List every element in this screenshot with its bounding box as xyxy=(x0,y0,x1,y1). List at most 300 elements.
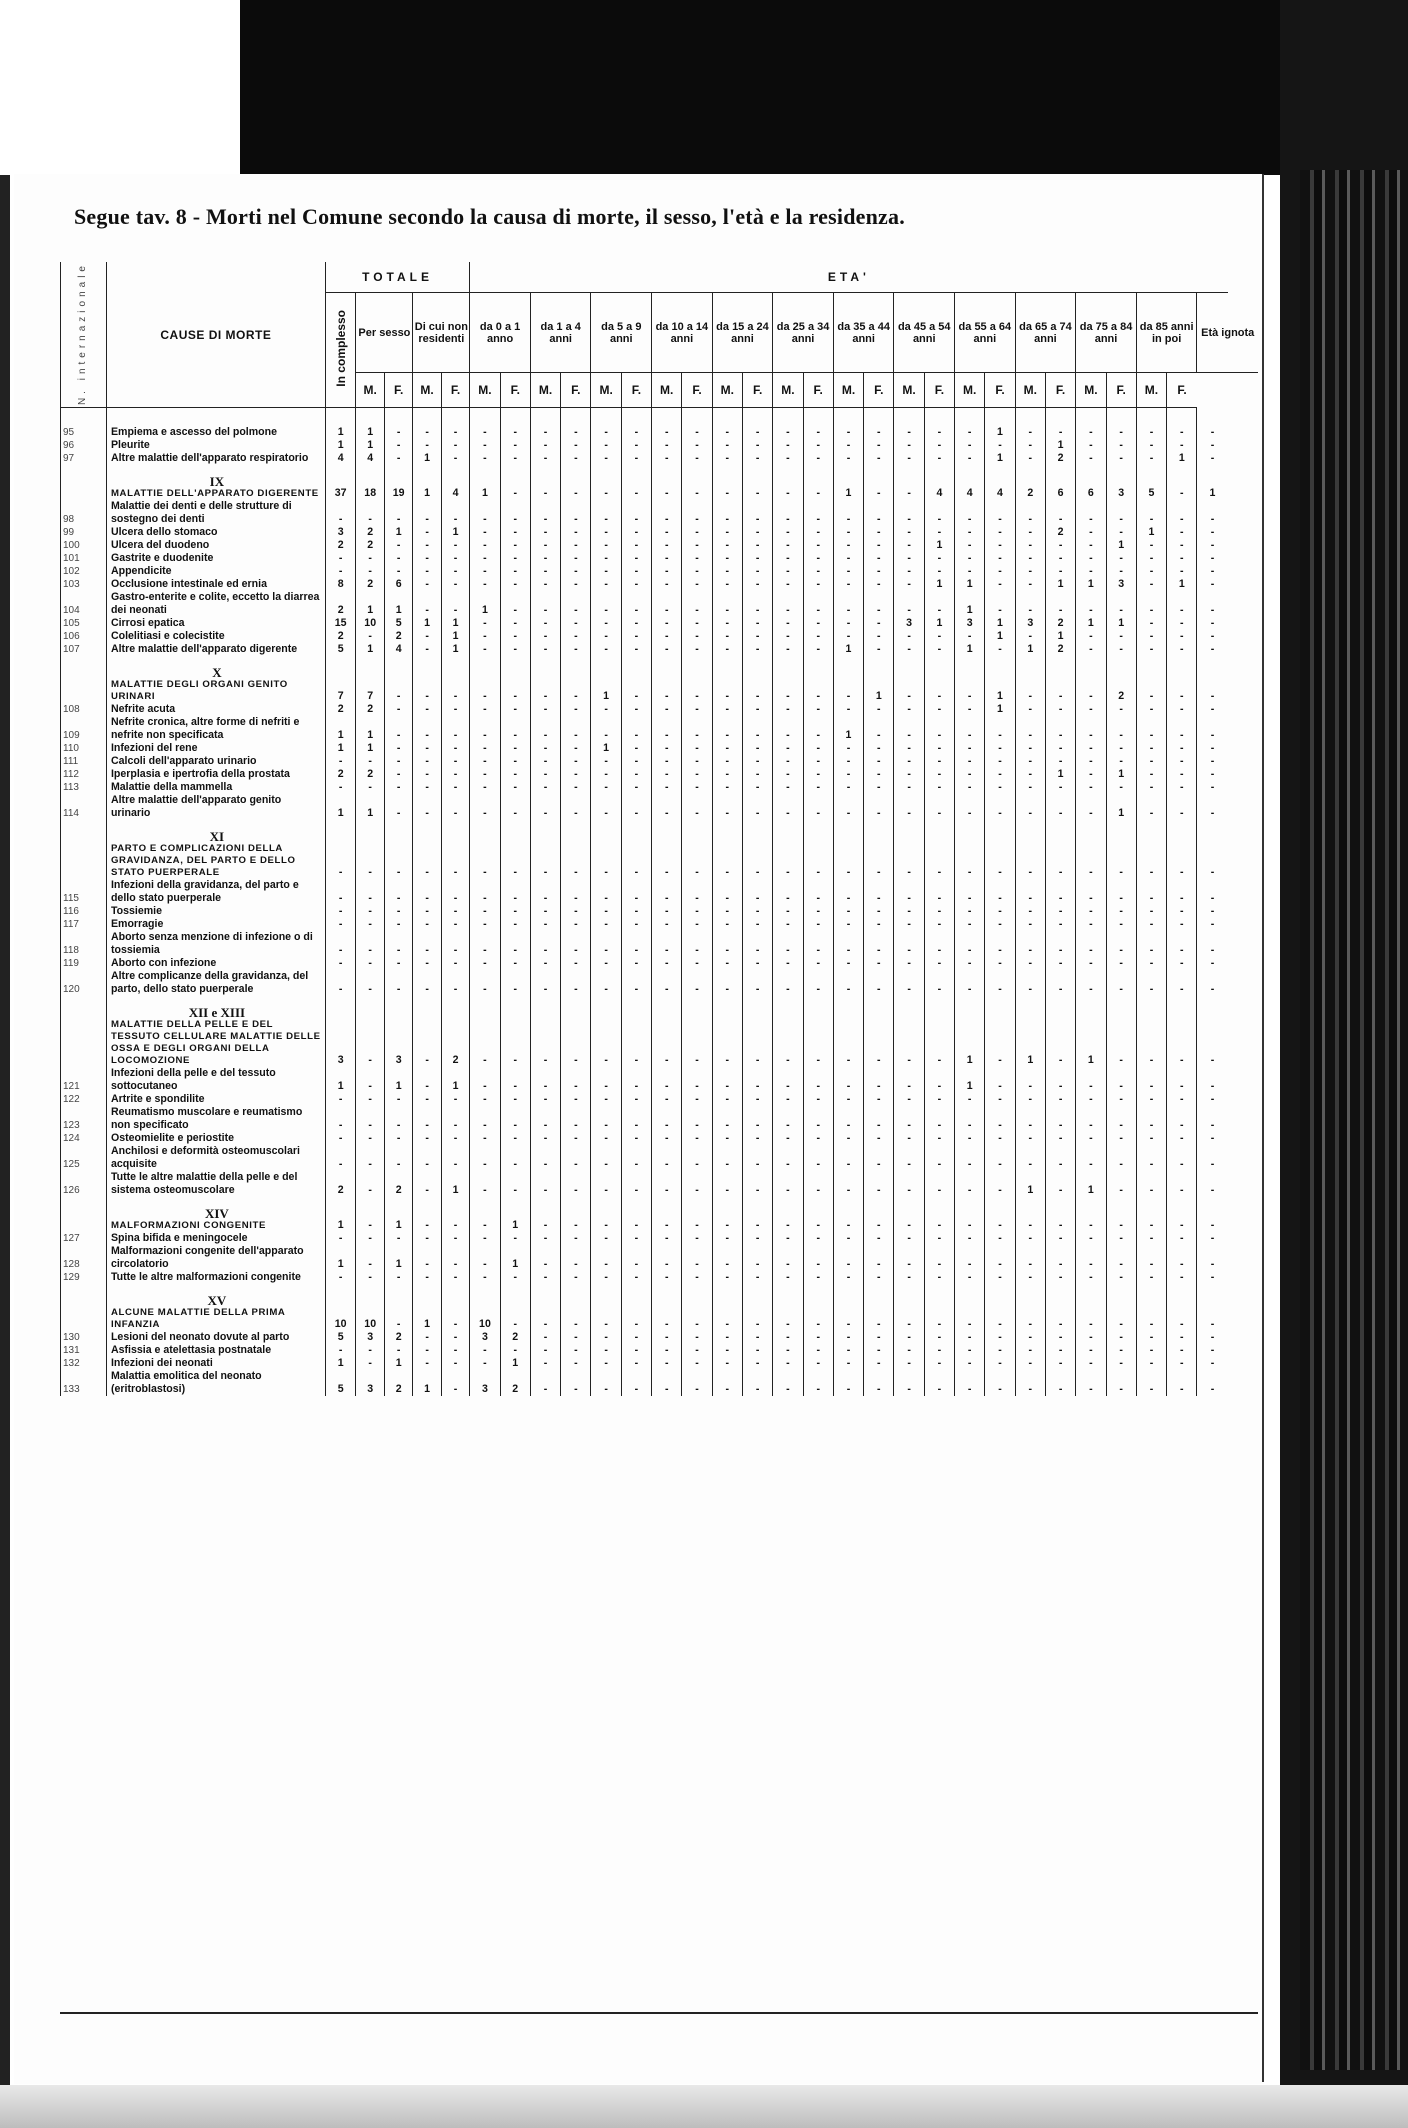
value-cell: - xyxy=(652,526,682,539)
value-cell: 2 xyxy=(441,996,469,1067)
value-cell: - xyxy=(894,918,924,931)
value-cell: - xyxy=(1076,755,1106,768)
value-cell: - xyxy=(652,1232,682,1245)
value-cell: - xyxy=(985,970,1015,996)
value-cell: - xyxy=(470,1132,500,1145)
value-cell: - xyxy=(924,781,954,794)
cause-name: Artrite e spondilite xyxy=(106,1093,325,1106)
value-cell: - xyxy=(441,552,469,565)
value-cell: - xyxy=(742,703,772,716)
row-number: 109 xyxy=(61,716,107,742)
header-female: F. xyxy=(742,373,772,408)
value-cell: - xyxy=(530,526,560,539)
table-row xyxy=(61,905,1259,918)
value-cell: - xyxy=(1106,970,1136,996)
value-cell: - xyxy=(500,931,530,957)
header-male: M. xyxy=(470,373,500,408)
value-cell: - xyxy=(621,408,651,440)
value-cell: 2 xyxy=(500,1370,530,1396)
value-cell: - xyxy=(1136,716,1166,742)
value-cell: - xyxy=(894,794,924,820)
value-cell: - xyxy=(1015,1145,1045,1171)
value-cell: - xyxy=(325,879,356,905)
value-cell: - xyxy=(1015,957,1045,970)
value-cell: - xyxy=(682,539,712,552)
value-cell: 1 xyxy=(1106,768,1136,781)
value-cell: - xyxy=(773,656,803,703)
value-cell: - xyxy=(591,918,621,931)
value-cell: - xyxy=(682,552,712,565)
value-cell: - xyxy=(833,931,863,957)
value-cell: - xyxy=(470,452,500,465)
value-cell: - xyxy=(864,781,894,794)
value-cell: - xyxy=(470,656,500,703)
value-cell: - xyxy=(530,1145,560,1171)
value-cell: - xyxy=(985,742,1015,755)
value-cell: - xyxy=(712,1284,742,1331)
value-cell: - xyxy=(500,1271,530,1284)
value-cell: - xyxy=(1136,643,1166,656)
cause-name: Appendicite xyxy=(106,565,325,578)
value-cell: - xyxy=(441,1245,469,1271)
cause-name: Altre malattie dell'apparato digerente xyxy=(106,643,325,656)
row-number: 111 xyxy=(61,755,107,768)
value-cell: - xyxy=(803,1145,833,1171)
value-cell: - xyxy=(955,452,985,465)
row-number: 105 xyxy=(61,617,107,630)
value-cell: - xyxy=(652,1132,682,1145)
value-cell: - xyxy=(712,781,742,794)
value-cell: - xyxy=(652,742,682,755)
value-cell: - xyxy=(1015,500,1045,526)
row-number: 126 xyxy=(61,1171,107,1197)
value-cell: - xyxy=(742,931,772,957)
value-cell: - xyxy=(500,1093,530,1106)
row-number: 118 xyxy=(61,931,107,957)
header-male: M. xyxy=(530,373,560,408)
value-cell: - xyxy=(384,1093,412,1106)
value-cell: - xyxy=(864,1357,894,1370)
value-cell: 1 xyxy=(325,1245,356,1271)
value-cell: - xyxy=(803,643,833,656)
value-cell: - xyxy=(530,703,560,716)
row-number: 113 xyxy=(61,781,107,794)
value-cell: 1 xyxy=(591,742,621,755)
row-number xyxy=(61,465,107,500)
value-cell: - xyxy=(500,1344,530,1357)
value-cell: - xyxy=(530,1284,560,1331)
cause-name: Nefrite cronica, altre forme di nefriti e nefrite non specificata xyxy=(106,716,325,742)
value-cell: - xyxy=(924,408,954,440)
value-cell: - xyxy=(864,1331,894,1344)
row-number: 98 xyxy=(61,500,107,526)
value-cell: - xyxy=(1015,768,1045,781)
value-cell: - xyxy=(924,1106,954,1132)
value-cell: - xyxy=(652,918,682,931)
value-cell: - xyxy=(955,794,985,820)
value-cell: 2 xyxy=(356,703,384,716)
value-cell: - xyxy=(864,1197,894,1232)
value-cell: - xyxy=(833,970,863,996)
value-cell: - xyxy=(621,630,651,643)
value-cell: - xyxy=(682,408,712,440)
value-cell: - xyxy=(894,1145,924,1171)
value-cell: - xyxy=(712,617,742,630)
value-cell: - xyxy=(1167,742,1197,755)
value-cell: - xyxy=(1197,957,1228,970)
value-cell: - xyxy=(356,552,384,565)
value-cell: - xyxy=(924,918,954,931)
value-cell: - xyxy=(500,768,530,781)
value-cell: - xyxy=(356,1067,384,1093)
row-number: 102 xyxy=(61,565,107,578)
value-cell: - xyxy=(864,1245,894,1271)
value-cell: - xyxy=(1167,1232,1197,1245)
value-cell: - xyxy=(1106,1093,1136,1106)
value-cell: - xyxy=(742,781,772,794)
value-cell: - xyxy=(924,1370,954,1396)
value-cell: - xyxy=(742,539,772,552)
value-cell: - xyxy=(1136,703,1166,716)
value-cell: - xyxy=(652,500,682,526)
value-cell: - xyxy=(1197,1106,1228,1132)
value-cell: - xyxy=(803,1331,833,1344)
value-cell: - xyxy=(1197,617,1228,630)
value-cell: - xyxy=(773,1106,803,1132)
value-cell: 2 xyxy=(356,768,384,781)
value-cell: - xyxy=(1167,565,1197,578)
value-cell: - xyxy=(985,1197,1015,1232)
section-heading xyxy=(106,465,325,500)
value-cell: - xyxy=(470,794,500,820)
value-cell: - xyxy=(591,1357,621,1370)
value-cell: - xyxy=(591,1331,621,1344)
value-cell: - xyxy=(384,656,412,703)
table-row xyxy=(61,565,1259,578)
value-cell: 3 xyxy=(955,617,985,630)
value-cell: - xyxy=(1076,742,1106,755)
value-cell: - xyxy=(894,1132,924,1145)
value-cell: - xyxy=(894,970,924,996)
value-cell: - xyxy=(530,1106,560,1132)
value-cell: - xyxy=(1106,1197,1136,1232)
value-cell: - xyxy=(384,1271,412,1284)
value-cell: - xyxy=(1167,408,1197,440)
value-cell: 1 xyxy=(1015,996,1045,1067)
value-cell: - xyxy=(652,452,682,465)
value-cell: - xyxy=(833,755,863,768)
value-cell: - xyxy=(561,552,591,565)
cause-name: Tutte le altre malformazioni congenite xyxy=(106,1271,325,1284)
value-cell: - xyxy=(1015,1284,1045,1331)
value-cell: - xyxy=(924,591,954,617)
value-cell: - xyxy=(591,1093,621,1106)
value-cell: - xyxy=(924,1344,954,1357)
value-cell: - xyxy=(530,578,560,591)
value-cell: - xyxy=(530,1093,560,1106)
table-row xyxy=(61,781,1259,794)
value-cell: - xyxy=(712,820,742,879)
value-cell: - xyxy=(470,755,500,768)
value-cell: - xyxy=(833,578,863,591)
table-row xyxy=(61,1171,1259,1197)
value-cell: - xyxy=(1197,656,1228,703)
cause-name: Iperplasia e ipertrofia della prostata xyxy=(106,768,325,781)
value-cell: - xyxy=(591,820,621,879)
value-cell: - xyxy=(356,1232,384,1245)
table-row xyxy=(61,1093,1259,1106)
value-cell: - xyxy=(894,1067,924,1093)
value-cell: - xyxy=(985,1344,1015,1357)
value-cell: 1 xyxy=(1167,452,1197,465)
section-heading xyxy=(106,996,325,1067)
value-cell: - xyxy=(413,1232,441,1245)
value-cell: - xyxy=(441,452,469,465)
value-cell: - xyxy=(712,794,742,820)
value-cell: 2 xyxy=(356,578,384,591)
value-cell: - xyxy=(803,918,833,931)
value-cell: - xyxy=(1136,617,1166,630)
value-cell: - xyxy=(1167,820,1197,879)
row-number: 96 xyxy=(61,439,107,452)
value-cell: - xyxy=(833,957,863,970)
value-cell: 1 xyxy=(356,643,384,656)
cause-name: Tossiemie xyxy=(106,905,325,918)
value-cell: - xyxy=(803,591,833,617)
value-cell: - xyxy=(682,970,712,996)
value-cell: - xyxy=(924,630,954,643)
value-cell: - xyxy=(413,703,441,716)
value-cell: - xyxy=(413,591,441,617)
value-cell: - xyxy=(773,465,803,500)
value-cell: - xyxy=(985,918,1015,931)
value-cell: - xyxy=(1106,1271,1136,1284)
value-cell: - xyxy=(561,1067,591,1093)
value-cell: - xyxy=(530,630,560,643)
value-cell: - xyxy=(1076,957,1106,970)
value-cell: - xyxy=(955,500,985,526)
value-cell: - xyxy=(1045,1357,1075,1370)
value-cell: - xyxy=(561,755,591,768)
value-cell: - xyxy=(894,630,924,643)
value-cell: - xyxy=(864,931,894,957)
value-cell: - xyxy=(712,1093,742,1106)
value-cell: - xyxy=(803,539,833,552)
value-cell: - xyxy=(530,1171,560,1197)
value-cell: - xyxy=(530,617,560,630)
value-cell: - xyxy=(864,591,894,617)
value-cell: - xyxy=(500,794,530,820)
value-cell: - xyxy=(325,1132,356,1145)
value-cell: 1 xyxy=(1045,768,1075,781)
value-cell: - xyxy=(712,578,742,591)
value-cell: - xyxy=(1076,716,1106,742)
value-cell: - xyxy=(1045,500,1075,526)
value-cell: - xyxy=(1106,879,1136,905)
value-cell: - xyxy=(384,1132,412,1145)
value-cell: - xyxy=(1045,1197,1075,1232)
value-cell: 1 xyxy=(384,1067,412,1093)
value-cell: - xyxy=(530,931,560,957)
value-cell: - xyxy=(773,820,803,879)
value-cell: - xyxy=(470,879,500,905)
section-heading xyxy=(106,1284,325,1331)
value-cell: - xyxy=(561,1106,591,1132)
value-cell: 2 xyxy=(384,630,412,643)
value-cell: - xyxy=(413,1357,441,1370)
value-cell: - xyxy=(1197,408,1228,440)
value-cell: - xyxy=(591,617,621,630)
value-cell: - xyxy=(894,957,924,970)
value-cell: - xyxy=(500,879,530,905)
value-cell: - xyxy=(1015,1331,1045,1344)
value-cell: - xyxy=(530,1245,560,1271)
value-cell: 1 xyxy=(1106,794,1136,820)
value-cell: - xyxy=(1167,1171,1197,1197)
value-cell: - xyxy=(864,1271,894,1284)
value-cell: - xyxy=(803,1093,833,1106)
value-cell: - xyxy=(1015,1093,1045,1106)
value-cell: - xyxy=(1076,565,1106,578)
value-cell: - xyxy=(652,1271,682,1284)
value-cell: - xyxy=(441,918,469,931)
value-cell: 1 xyxy=(384,1197,412,1232)
value-cell: - xyxy=(985,1370,1015,1396)
value-cell: - xyxy=(894,1344,924,1357)
value-cell: - xyxy=(561,794,591,820)
value-cell: - xyxy=(561,1271,591,1284)
cause-name: Altre malattie dell'apparato genito urinario xyxy=(106,794,325,820)
header-age-group: Età ignota xyxy=(1197,293,1258,373)
value-cell: - xyxy=(500,1171,530,1197)
value-cell: - xyxy=(682,500,712,526)
value-cell: - xyxy=(712,1106,742,1132)
table-row xyxy=(61,578,1259,591)
table-row xyxy=(61,630,1259,643)
row-number xyxy=(61,656,107,703)
value-cell: 1 xyxy=(500,1197,530,1232)
value-cell: - xyxy=(413,552,441,565)
value-cell: - xyxy=(384,970,412,996)
value-cell: - xyxy=(742,656,772,703)
value-cell: 10 xyxy=(470,1284,500,1331)
value-cell: - xyxy=(500,526,530,539)
value-cell: - xyxy=(985,931,1015,957)
value-cell: - xyxy=(530,781,560,794)
row-number: 132 xyxy=(61,1357,107,1370)
value-cell: - xyxy=(530,552,560,565)
value-cell: - xyxy=(1076,1357,1106,1370)
value-cell: - xyxy=(773,996,803,1067)
value-cell: - xyxy=(621,703,651,716)
value-cell: - xyxy=(561,703,591,716)
value-cell: - xyxy=(682,630,712,643)
value-cell: - xyxy=(1106,1171,1136,1197)
value-cell: - xyxy=(530,1344,560,1357)
value-cell: - xyxy=(1106,1232,1136,1245)
scan-shadow-left xyxy=(0,175,10,2085)
value-cell: - xyxy=(1106,1067,1136,1093)
value-cell: - xyxy=(530,439,560,452)
value-cell: - xyxy=(591,794,621,820)
value-cell: 1 xyxy=(591,656,621,703)
value-cell: - xyxy=(712,1357,742,1370)
value-cell: - xyxy=(1045,918,1075,931)
value-cell: - xyxy=(384,957,412,970)
value-cell: - xyxy=(1076,439,1106,452)
value-cell: - xyxy=(1167,1145,1197,1171)
value-cell: - xyxy=(1197,591,1228,617)
value-cell: - xyxy=(621,465,651,500)
header-cause-col: CAUSE DI MORTE xyxy=(106,262,325,408)
value-cell: - xyxy=(924,931,954,957)
value-cell: - xyxy=(1045,1171,1075,1197)
value-cell: - xyxy=(413,918,441,931)
value-cell: - xyxy=(924,1245,954,1271)
value-cell: - xyxy=(413,931,441,957)
cause-name: Malattie della mammella xyxy=(106,781,325,794)
value-cell: - xyxy=(1197,1067,1228,1093)
cause-name: Spina bifida e meningocele xyxy=(106,1232,325,1245)
value-cell: - xyxy=(773,1232,803,1245)
value-cell: 5 xyxy=(325,1331,356,1344)
value-cell: - xyxy=(652,1093,682,1106)
value-cell: - xyxy=(470,996,500,1067)
value-cell: - xyxy=(441,1132,469,1145)
value-cell: - xyxy=(356,879,384,905)
value-cell: - xyxy=(1045,1370,1075,1396)
value-cell: 3 xyxy=(1106,465,1136,500)
value-cell: - xyxy=(1167,439,1197,452)
value-cell: 1 xyxy=(955,996,985,1067)
value-cell: - xyxy=(1136,1370,1166,1396)
value-cell: - xyxy=(803,820,833,879)
value-cell: - xyxy=(924,905,954,918)
value-cell: 1 xyxy=(470,465,500,500)
value-cell: - xyxy=(1136,931,1166,957)
value-cell: - xyxy=(682,716,712,742)
value-cell: - xyxy=(470,1106,500,1132)
value-cell: - xyxy=(1106,957,1136,970)
value-cell: - xyxy=(652,781,682,794)
value-cell: - xyxy=(742,500,772,526)
value-cell: - xyxy=(955,408,985,440)
value-cell: - xyxy=(1167,1284,1197,1331)
value-cell: - xyxy=(1136,578,1166,591)
value-cell: - xyxy=(621,591,651,617)
value-cell: - xyxy=(1015,742,1045,755)
value-cell: - xyxy=(561,918,591,931)
value-cell: - xyxy=(1106,591,1136,617)
value-cell: - xyxy=(561,643,591,656)
value-cell: - xyxy=(1197,1245,1228,1271)
section-heading xyxy=(106,1197,325,1232)
value-cell: - xyxy=(384,1284,412,1331)
value-cell: - xyxy=(712,768,742,781)
value-cell: - xyxy=(591,1145,621,1171)
value-cell: - xyxy=(413,1245,441,1271)
value-cell: - xyxy=(985,794,1015,820)
value-cell: 1 xyxy=(1076,578,1106,591)
value-cell: - xyxy=(530,1271,560,1284)
value-cell: - xyxy=(894,1357,924,1370)
row-number: 128 xyxy=(61,1245,107,1271)
cause-name: Reumatismo muscolare e reumatismo non specificato xyxy=(106,1106,325,1132)
value-cell: - xyxy=(530,465,560,500)
value-cell: - xyxy=(1136,1132,1166,1145)
value-cell: - xyxy=(985,539,1015,552)
value-cell: - xyxy=(1167,1370,1197,1396)
